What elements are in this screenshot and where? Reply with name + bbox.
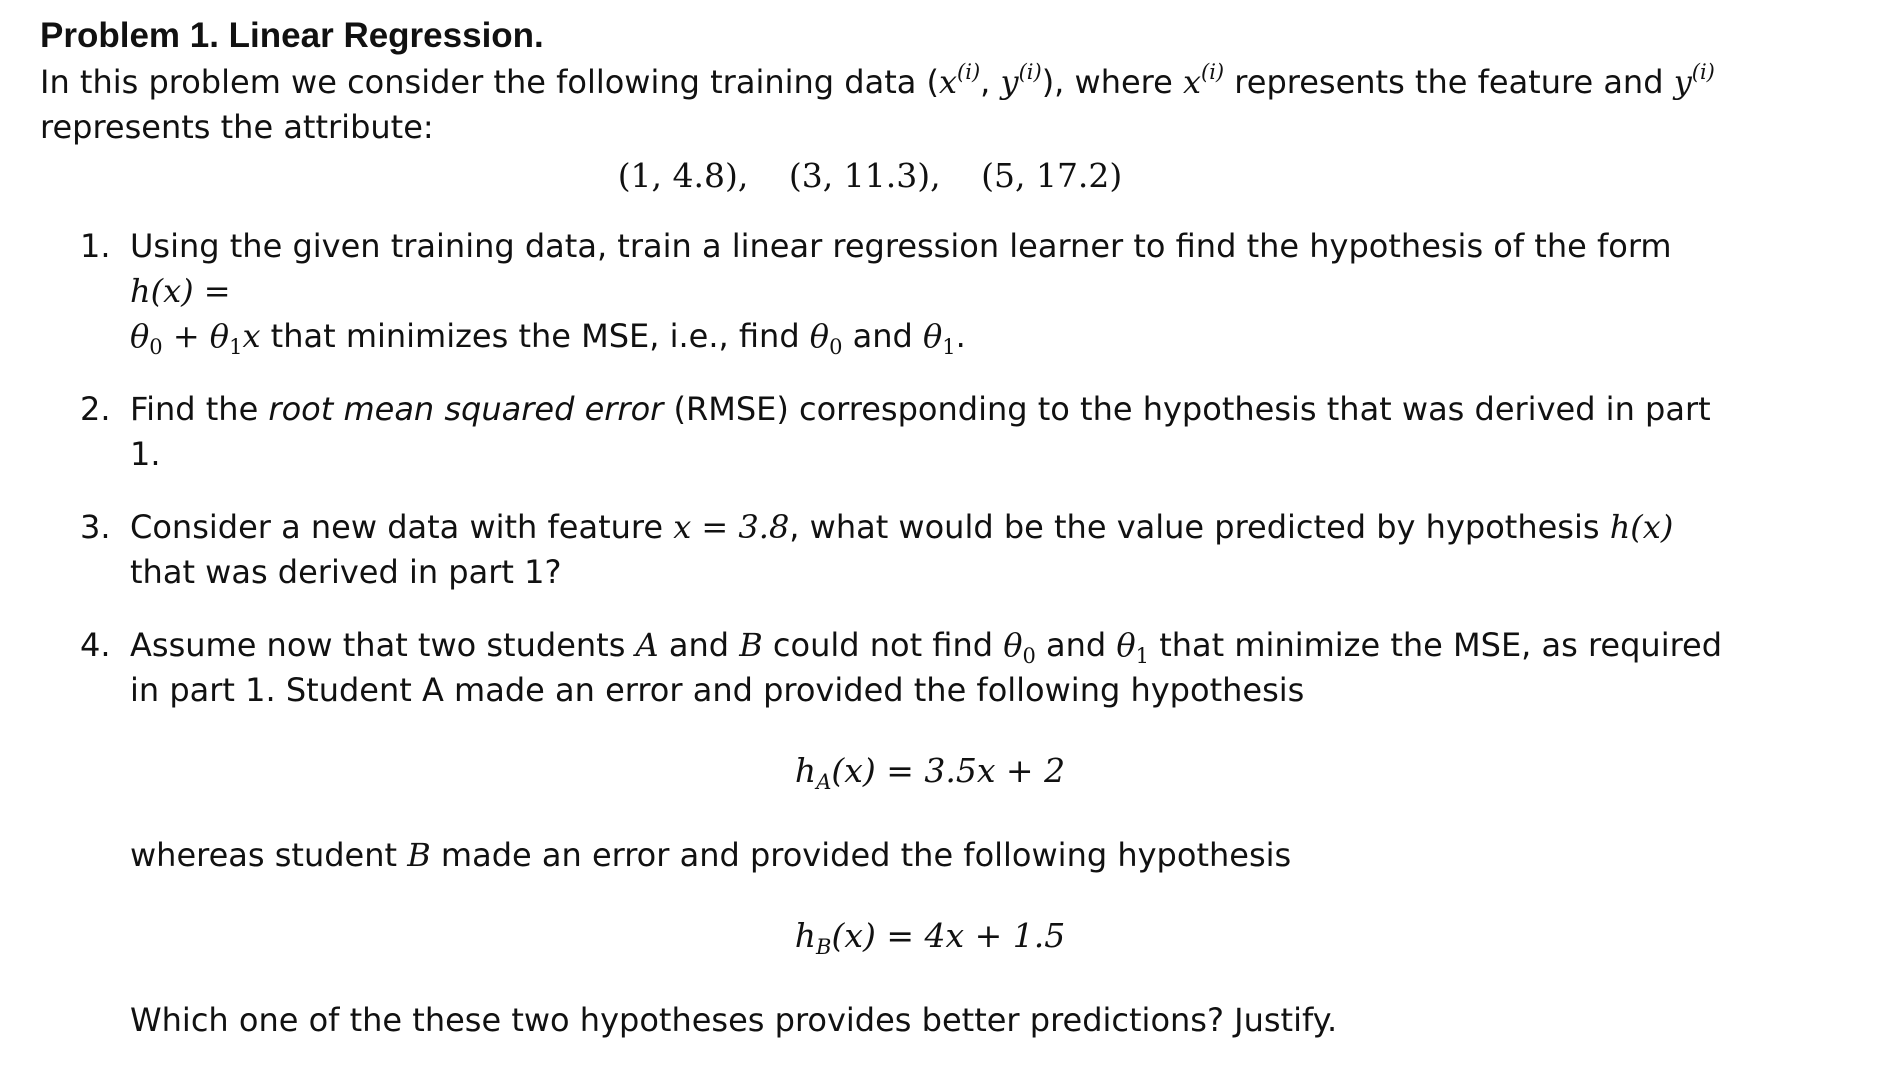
intro-text-2: ), where xyxy=(1041,63,1183,101)
mid-text xyxy=(130,833,1730,878)
subscript: 1 xyxy=(1135,644,1150,668)
question-list xyxy=(40,224,1730,1043)
math-x-value: x = 3.8 xyxy=(673,508,790,546)
question-item-2 xyxy=(40,387,1730,477)
item-text: . xyxy=(955,317,966,355)
theta-symbol: θ xyxy=(1003,626,1023,664)
intro-text-4: represents the attribute: xyxy=(40,108,434,146)
item-number: 2. xyxy=(80,390,111,428)
student-a: A xyxy=(635,626,659,664)
item-number: 1. xyxy=(80,227,111,265)
problem-intro xyxy=(40,60,1730,150)
item-number: 4. xyxy=(80,626,111,664)
theta-symbol: θ xyxy=(209,317,230,355)
subscript: 1 xyxy=(942,335,956,359)
item-text: Find the xyxy=(130,390,269,428)
eq-h: h xyxy=(794,916,817,955)
training-data-points xyxy=(10,154,1730,198)
theta-symbol: θ xyxy=(809,317,830,355)
italic-term: root mean squared error xyxy=(268,390,664,428)
intro-text-1: In this problem we consider the following training data ( xyxy=(40,63,939,101)
item-text: that minimizes the MSE, i.e., find xyxy=(260,317,810,355)
item-text: and xyxy=(1035,626,1117,664)
item-text: Consider a new data with feature xyxy=(130,508,674,546)
problem-label: Problem 1 xyxy=(40,16,210,55)
theta-symbol: θ xyxy=(130,317,150,355)
item-text: and xyxy=(658,626,740,664)
item-text: that minimize the MSE, as required in part 1. Student A made an error and provided the following hypothesis xyxy=(130,626,1723,709)
eq-h: h xyxy=(794,751,817,790)
equation-student-a xyxy=(130,751,1730,794)
student-b: B xyxy=(739,626,763,664)
item-text: that was derived in part 1? xyxy=(130,553,562,591)
var-y: y xyxy=(1000,63,1019,101)
var-x: x xyxy=(939,63,958,101)
item-text: whereas student xyxy=(130,836,408,874)
subscript: 1 xyxy=(229,335,243,359)
problem-document xyxy=(40,14,1730,1071)
subscript: 0 xyxy=(829,335,843,359)
item-text: and xyxy=(842,317,923,355)
eq-rest: (x) = 3.5x + 2 xyxy=(831,751,1066,790)
comma: , xyxy=(980,63,1001,101)
item-text: Using the given training data, train a linear regression learner to find the hypothesis of the form xyxy=(130,227,1672,265)
data-point: (3, 11.3), xyxy=(788,156,941,195)
data-point: (5, 17.2) xyxy=(981,156,1123,195)
final-question: Which one of the these two hypotheses provides better predictions? Justify. xyxy=(130,1001,1338,1039)
item-text: , what would be the value predicted by hypothesis xyxy=(789,508,1610,546)
intro-text-3: represents the feature and xyxy=(1224,63,1674,101)
question-item-3 xyxy=(40,505,1730,595)
theta-symbol: θ xyxy=(922,317,943,355)
sup-i: (i) xyxy=(1018,60,1042,84)
item-text: could not find xyxy=(762,626,1004,664)
math-hx: h(x) = xyxy=(130,272,231,310)
subscript: 0 xyxy=(1022,644,1036,668)
item-number: 3. xyxy=(80,508,111,546)
theta-symbol: θ xyxy=(1116,626,1136,664)
question-item-1 xyxy=(40,224,1730,359)
var-x: x xyxy=(242,317,261,355)
sup-i: (i) xyxy=(957,60,981,84)
eq-rest: (x) = 4x + 1.5 xyxy=(831,916,1066,955)
data-point: (1, 4.8), xyxy=(617,156,749,195)
sup-i: (i) xyxy=(1691,60,1715,84)
question-item-4 xyxy=(40,623,1730,1043)
problem-title: . Linear Regression. xyxy=(209,16,544,55)
var-y: y xyxy=(1673,63,1692,101)
problem-heading xyxy=(40,14,1730,58)
subscript: A xyxy=(816,770,832,794)
var-x: x xyxy=(1182,63,1202,101)
item-text: made an error and provided the following hypothesis xyxy=(430,836,1292,874)
item-text: (RMSE) corresponding to the hypothesis that was derived in part 1. xyxy=(130,390,1711,473)
equation-student-b xyxy=(130,916,1730,959)
subscript: 0 xyxy=(149,335,163,359)
student-b: B xyxy=(407,836,431,874)
math-hx: h(x) xyxy=(1609,508,1674,546)
item-text: Assume now that two students xyxy=(130,626,636,664)
sup-i: (i) xyxy=(1201,60,1225,84)
plus-sign: + xyxy=(162,317,210,355)
subscript: B xyxy=(816,935,832,959)
